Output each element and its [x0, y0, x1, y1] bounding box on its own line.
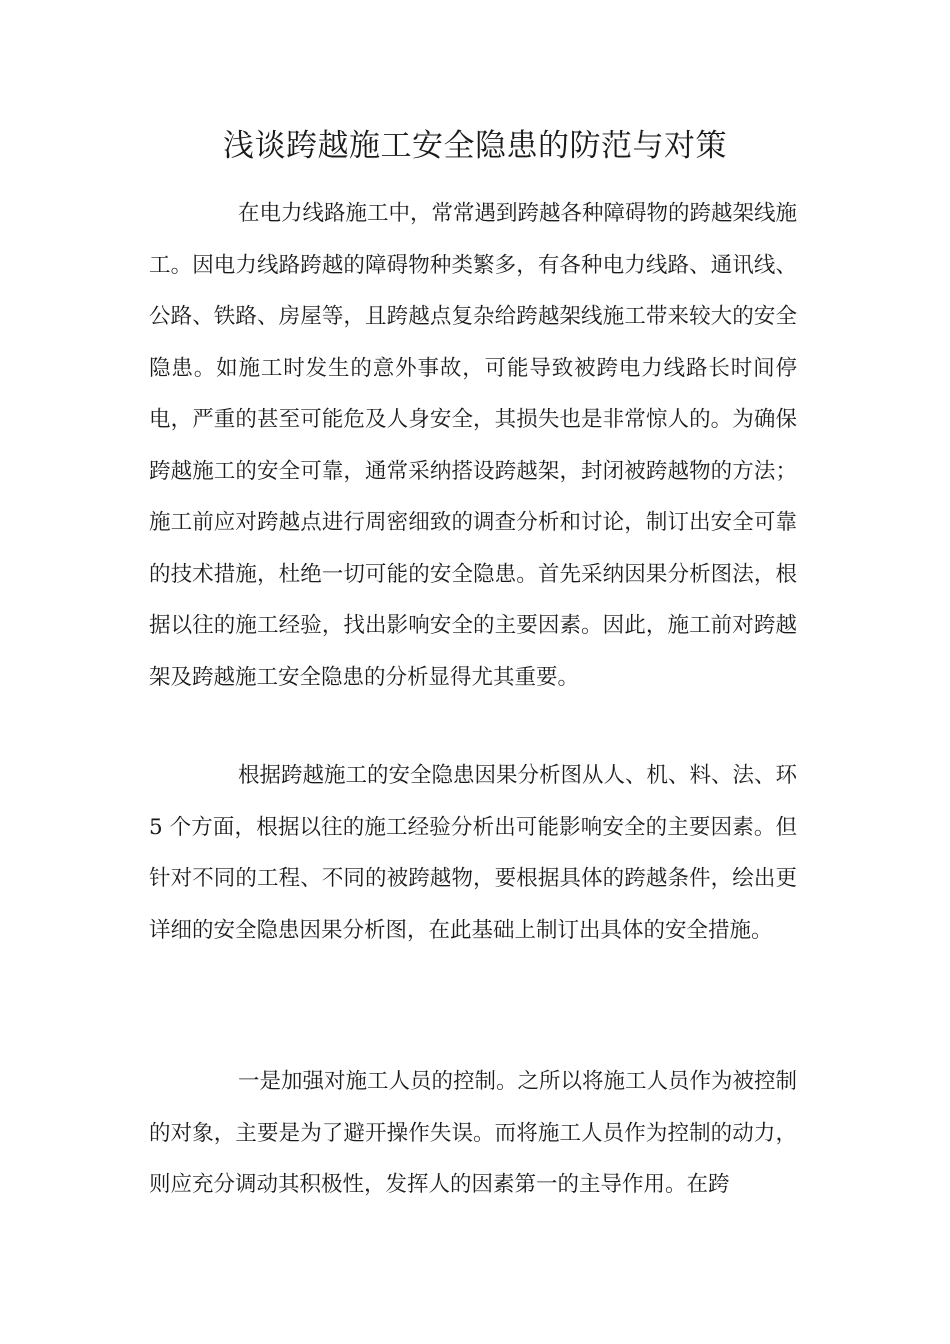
paragraph-cause-analysis: 根据跨越施工的安全隐患因果分析图从人、机、料、法、环 5 个方面，根据以往的施工经验分析出可能影响安全的主要因素。但针对不同的工程、不同的被跨越物，要根据具体的跨越条件，绘出更详细的安全隐患因果分析图，在此基础上制订出具体的安全措施。: [149, 763, 798, 943]
paragraph-personnel-control: 一是加强对施工人员的控制。之所以将施工人员作为被控制的对象，主要是为了避开操作失误。而将施工人员作为控制的动力，则应充分调动其积极性，发挥人的因素第一的主导作用。在跨: [149, 1069, 798, 1197]
document-title: [0, 124, 950, 168]
paragraph-intro: 在电力线路施工中，常常遇到跨越各种障碍物的跨越架线施工。因电力线路跨越的障碍物种类繁多，有各种电力线路、通讯线、公路、铁路、房屋等，且跨越点复杂给跨越架线施工带来较大的安全隐患。如施工时发生的意外事故，可能导致被跨电力线路长时间停电，严重的甚至可能危及人身安全，其损失也是非常惊人的。为确保跨越施工的安全可靠，通常采纳搭设跨越架，封闭被跨越物的方法；施工前应对跨越点进行周密细致的调查分析和讨论，制订出安全可靠的技术措施，杜绝一切可能的安全隐患。首先采纳因果分析图法，根据以往的施工经验，找出影响安全的主要因素。因此，施工前对跨越架及跨越施工安全隐患的分析显得尤其重要。: [149, 201, 798, 690]
document-title-text: 浅谈跨越施工安全隐患的防范与对策: [223, 128, 727, 164]
